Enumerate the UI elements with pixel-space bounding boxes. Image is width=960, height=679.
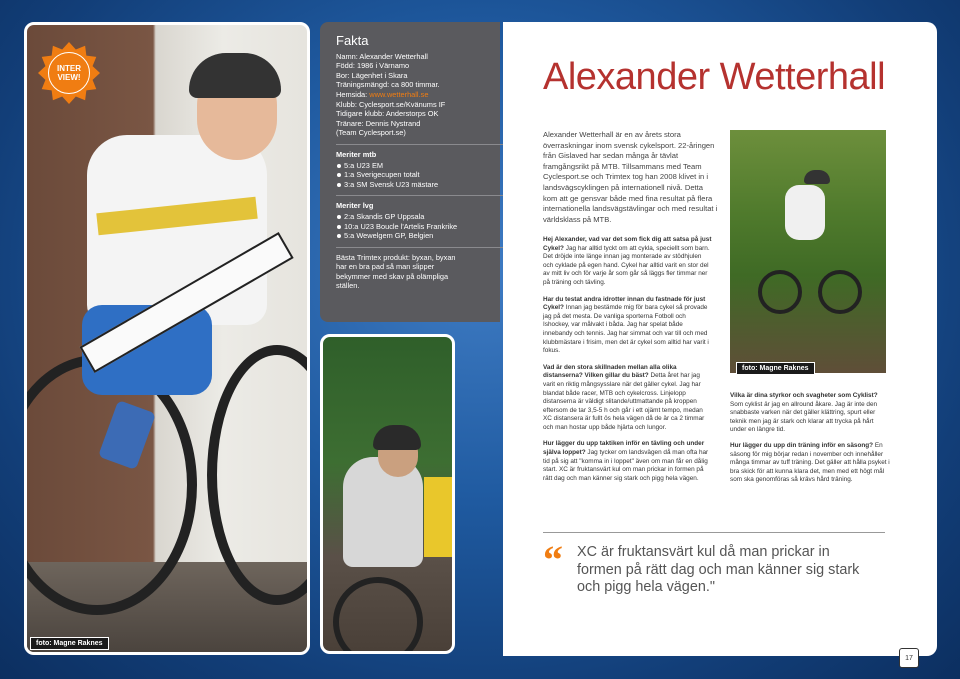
fakta-line: Tidigare klubb: Anderstorps OK — [336, 109, 439, 119]
fakta-homepage — [336, 90, 488, 100]
best-product-line: bekymmer med skav på olämpliga — [336, 271, 449, 281]
homepage-link[interactable]: www.wetterhall.se — [369, 89, 429, 99]
fakta-line: Träningsmängd: ca 800 timmar. — [336, 80, 440, 90]
race-photo — [320, 334, 455, 654]
mtb-merit: 1:a Sverigecupen totalt — [336, 170, 488, 180]
fakta-box — [320, 22, 500, 322]
qa-item — [543, 440, 713, 483]
answer: Innan jag bestämde mig för bara cykel så provade jag på det mesta. De vanliga sporterna Fotboll och Ishockey, var målvakt i båda. Jag har spelat både innebandy och tennis. Jag har simmat och var till och med klubbmästare i frisim, men det är cykel som alltid har varit i fokus. — [543, 304, 709, 355]
answer: En säsong för mig börjar redan i november och innehåller många timmar av tuff träning. Det gäller att hålla psyket i bra skick för att kunna klara det, men med ett högt mål som ska genomföras så krävs hård träning. — [730, 441, 890, 484]
answer: Detta året har jag varit en riktig mångsysslare när det gäller cykel. Jag har blandat både racer, MTB och cykelcross. Linjelopp distanserna är väldigt slitande/uttmattande på kroppen eftersom de tar 3,5-5 h och går i ett ojämt tempo, medan XC distansera är fullt ös hela vägen då de är ca 2 timmar och man hostar upp både hjärta och lungor. — [543, 372, 705, 431]
question: Vad är den stora skillnaden mellan alla olika distanserna? Vilken gillar du bäst? — [543, 363, 677, 380]
qa-column-1 — [543, 236, 713, 491]
badge-line2: VIEW! — [57, 73, 81, 82]
question: Hej Alexander, vad var det som fick dig att satsa på just Cykel? — [543, 236, 712, 252]
question: Vilka är dina styrkor och svagheter som Cyklist? — [730, 392, 878, 399]
fakta-line: Född: 1986 i Värnamo — [336, 61, 410, 71]
mtb-merit: 5:a U23 EM — [336, 161, 488, 171]
qa-item — [730, 442, 890, 485]
qa-item — [543, 296, 713, 356]
best-product-line: Bästa Trimtex produkt: byxan, byxan — [336, 252, 456, 262]
answer: Jag tycker om landsvägen då man ofta har tid på sig att "komma in i loppet" även om man får en dålig start. XC är fruktansvärt kul om man prickar in formen på rätt dag och man känner sig stark och pigg hela vägen. — [543, 449, 709, 482]
best-product-line: ställen. — [336, 281, 360, 291]
fakta-line: Klubb: Cyclesport.se/Kvänums IF — [336, 99, 446, 109]
photo-credit-main: foto: Magne Raknes — [30, 637, 109, 650]
lvg-merit: 10:a U23 Boucle l'Artelis Frankrike — [336, 222, 488, 232]
best-product-line: har en bra pad så man slipper — [336, 262, 435, 272]
qa-item — [543, 236, 713, 288]
qa-item — [730, 392, 890, 435]
answer: Jag har alltid tyckt om att cykla, speciellt som barn. Det dröjde inte länge innan jag monterade av stödhjulen och cyklade på egen hand. Cykel har alltid varit en stor del av mitt liv och för varje år som går så läggs fler timmar ner på träning och tävling. — [543, 244, 710, 286]
lvg-merit: 2:a Skandis GP Uppsala — [336, 212, 488, 222]
divider — [336, 195, 506, 196]
divider — [336, 144, 506, 145]
article-title: Alexander Wetterhall — [543, 56, 886, 98]
fakta-line: (Team Cyclesport.se) — [336, 128, 406, 138]
badge-line1: INTER — [57, 64, 81, 73]
fakta-line: Bor: Lägenhet i Skara — [336, 70, 408, 80]
question: Hur lägger du upp taktiken inför en tävling och under själva loppet? — [543, 440, 705, 457]
page-number: 17 — [899, 648, 919, 668]
quote-divider — [543, 532, 885, 533]
answer: Som cyklist är jag en allround åkare. Jag är inte den snabbaste varken när det gäller klättring, spurt eller teknik men jag är stark och klarar att trycka på hårt under en längre tid. — [730, 400, 878, 434]
pull-quote: XC är fruktansvärt kul då man prickar in formen på rätt dag och man känner sig stark och pigg hela vägen." — [577, 544, 860, 595]
question: Har du testat andra idrotter innan du fastnade för just Cykel? — [543, 295, 706, 312]
divider — [336, 247, 506, 248]
mtb-heading: Meriter mtb — [336, 149, 377, 159]
main-photo-rider-with-bike — [24, 22, 310, 655]
homepage-label: Hemsida: — [336, 89, 370, 99]
lvg-merit: 5:a Wewelgem GP, Belgien — [336, 231, 488, 241]
lvg-heading: Meriter lvg — [336, 201, 374, 211]
mtb-photo — [730, 130, 886, 373]
qa-column-2 — [730, 392, 890, 492]
fakta-line: Tränare: Dennis Nystrand — [336, 118, 421, 128]
article-intro: Alexander Wetterhall är en av årets stora överraskningar inom svensk cykelsport. 22-åringen från Gislaved har sedan många år tävlat framgångsrikt på MTB. Tillsammans med Team Cyclesport.se och Trimtex tog han 2008 klivet in i landsvägscyklingen på internationell nivå. Detta kom att ge gensvar både med fina resultat på flera internationella landsvägstävlingar och med resultat i världsklass på MTB. — [543, 130, 718, 224]
mtb-merit: 3:a SM Svensk U23 mästare — [336, 180, 488, 190]
fakta-heading: Fakta — [336, 33, 369, 48]
photo-credit-right: foto: Magne Raknes — [736, 362, 815, 375]
fakta-line: Namn: Alexander Wetterhall — [336, 51, 428, 61]
quote-mark-icon: “ — [543, 537, 563, 582]
qa-item — [543, 364, 713, 433]
interview-badge-label — [48, 52, 90, 94]
question: Hur lägger du upp din träning inför en säsong? — [730, 441, 874, 449]
